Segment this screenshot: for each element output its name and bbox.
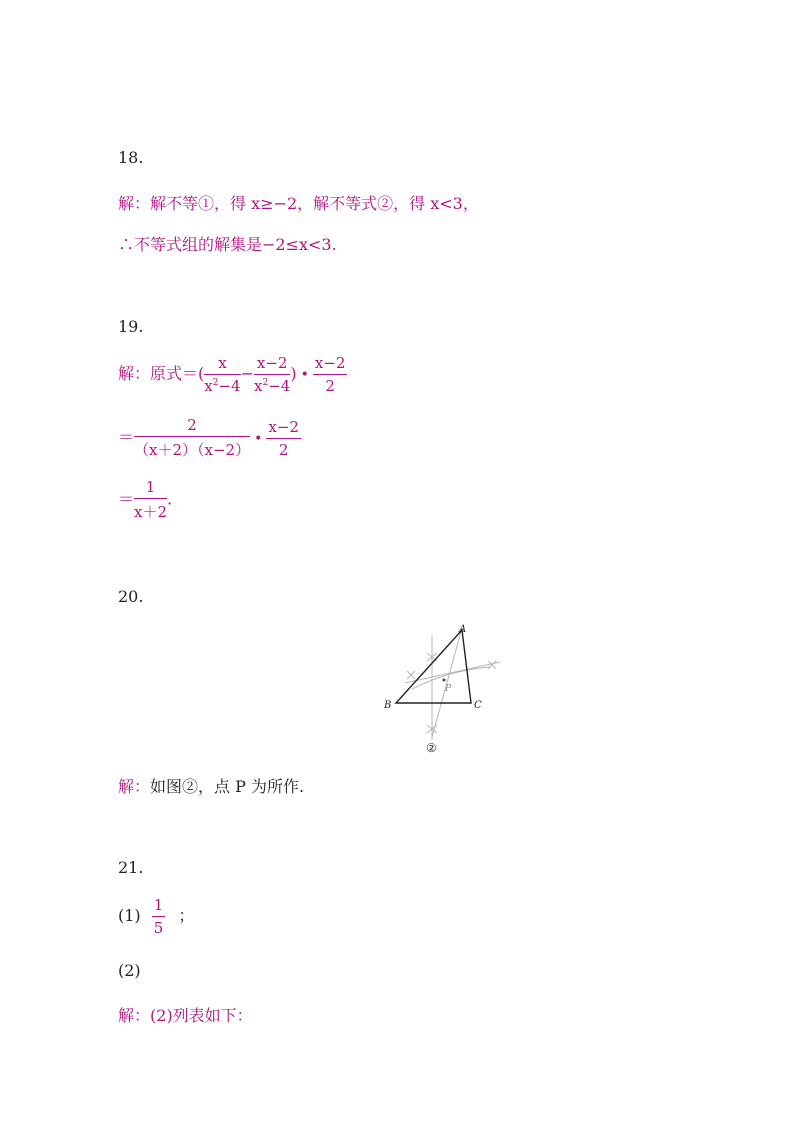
q21-part1 <box>118 896 194 937</box>
q19-dot-2: • <box>254 430 263 447</box>
q20-answer-text: 如图②，点 P 为所作. <box>150 777 305 796</box>
q18-ineq-2: x<3 <box>430 194 463 213</box>
q19-fraction-1 <box>204 354 240 395</box>
label-p: P <box>445 684 452 694</box>
q20-lead: 解： <box>118 777 151 796</box>
q19-f5-denominator: 2 <box>278 440 289 459</box>
figure-caption: ② <box>426 741 437 755</box>
q19-minus: − <box>240 364 254 383</box>
q19-f1-numerator: x <box>204 354 240 375</box>
q21-number: 21. <box>118 858 144 877</box>
q19-step1 <box>118 354 347 395</box>
q20-number: 20. <box>118 587 144 606</box>
q20-answer <box>118 774 304 797</box>
q18-number: 18. <box>118 148 144 167</box>
arc-mark-right <box>488 661 496 669</box>
q21-part1-label: (1) <box>118 906 141 925</box>
q19-step2 <box>118 416 301 460</box>
q19-f4-denominator: （x＋2）（x−2） <box>134 441 251 459</box>
q19-dot-1: • <box>300 367 309 383</box>
q19-fraction-4 <box>134 416 250 460</box>
triangle-abc <box>396 630 471 703</box>
q19-f6-numerator: 1 <box>134 478 167 499</box>
q19-orig: 原式＝( <box>150 364 205 383</box>
q18-lead: 解： <box>118 194 151 213</box>
q21-answer-text: (2)列表如下： <box>150 1006 253 1025</box>
label-a: A <box>459 624 467 635</box>
q18-ineq-1: x≥−2 <box>251 194 298 213</box>
q21-semicolon: ； <box>178 906 195 925</box>
q19-fraction-3 <box>313 354 348 395</box>
q18-solution-set: ∴不等式组的解集是−2≤x<3. <box>118 235 337 254</box>
q19-equals-2: ＝ <box>118 489 135 509</box>
q19-step3 <box>118 478 172 522</box>
label-c: C <box>474 700 482 711</box>
q18-line1 <box>118 191 479 214</box>
q19-period: . <box>167 489 173 509</box>
q20-triangle-figure <box>370 615 520 755</box>
q21-part2-label: (2) <box>118 961 141 980</box>
q21-f-denominator: 5 <box>153 919 164 937</box>
q19-fraction-2 <box>254 354 290 395</box>
q19-fraction-5 <box>266 418 301 459</box>
q19-f3-numerator: x−2 <box>313 354 348 375</box>
q21-fraction <box>152 896 166 937</box>
q21-f-numerator: 1 <box>152 896 166 917</box>
q19-number: 19. <box>118 317 144 336</box>
q19-f4-numerator: 2 <box>134 416 250 437</box>
arc-mark-left <box>407 671 415 679</box>
q19-equals-1: ＝ <box>118 427 135 447</box>
q18-text-e: ， <box>462 194 479 213</box>
q19-f2-numerator: x−2 <box>254 354 290 375</box>
q19-lead: 解： <box>118 364 151 383</box>
q19-fraction-6 <box>134 478 167 522</box>
label-b: B <box>384 700 392 711</box>
q21-answer <box>118 1003 253 1026</box>
q21-lead: 解： <box>118 1006 151 1025</box>
q19-f6-denominator: x＋2 <box>134 503 168 521</box>
median-line <box>432 628 462 737</box>
q19-f2-denominator: $x^2-4$ <box>254 377 291 395</box>
q18-text-c: ，解不等式②，得 <box>297 194 431 213</box>
q19-f5-numerator: x−2 <box>266 418 301 439</box>
q18-text-a: 解不等①，得 <box>150 194 252 213</box>
q19-f1-denominator: $x^2-4$ <box>204 377 241 395</box>
construction-line-horizontal <box>405 662 500 683</box>
point-p <box>443 679 446 682</box>
q19-close-paren: ) <box>290 364 297 383</box>
q19-f3-denominator: 2 <box>325 377 335 395</box>
